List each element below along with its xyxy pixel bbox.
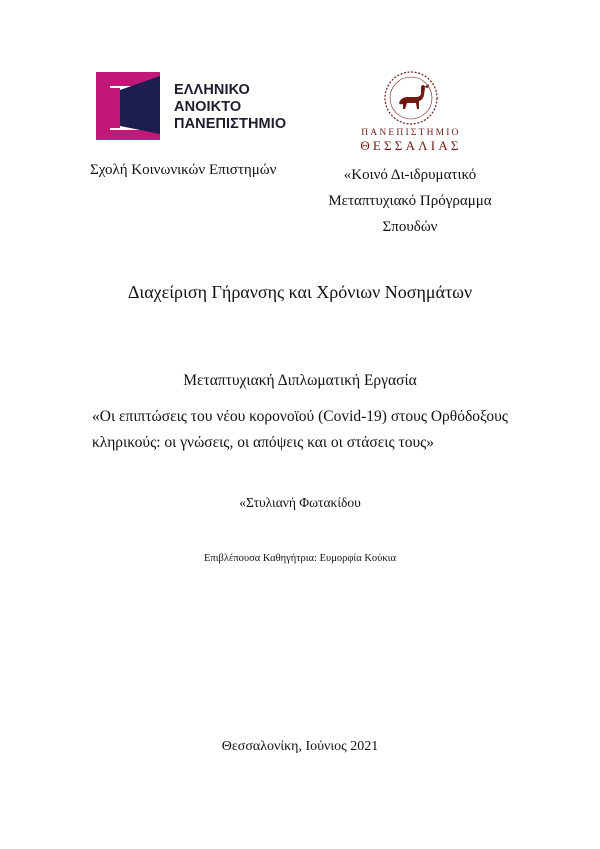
thesis-title	[92, 404, 522, 456]
thesis-title-line: κληρικούς: οι γνώσεις, οι απόψεις και οι στάσεις τους»	[92, 434, 435, 451]
course-title: Διαχείριση Γήρανσης και Χρόνιων Νοσημάτων	[127, 282, 473, 302]
thesis-type: Μεταπτυχιακή Διπλωματική Εργασία	[183, 372, 417, 389]
program-line: Σπουδών	[382, 219, 438, 235]
university-name-line1: ΠΑΝΕΠΙΣΤΗΜΙΟ	[361, 128, 461, 138]
program-line: «Κοινό Δι-ιδρυματικό	[343, 167, 477, 183]
hellenic-open-university-emblem-icon	[96, 70, 168, 142]
program-line: Μεταπτυχιακό Πρόγραμμα	[328, 193, 492, 209]
centaur-seal-icon	[383, 70, 439, 126]
hellenic-open-university-wordmark	[174, 82, 286, 133]
university-name-line2: ΘΕΣΣΑΛΙΑΣ	[360, 138, 462, 153]
logo-line: ΠΑΝΕΠΙΣΤΗΜΙΟ	[174, 116, 287, 132]
logo-line: ΑΝΟΙΚΤΟ	[174, 99, 242, 115]
supervisor: Επιβλέπουσα Καθηγήτρια: Ευμορφία Κούκια	[204, 553, 396, 564]
hellenic-open-university-logo	[96, 70, 296, 142]
program-name	[310, 162, 510, 240]
place-and-date: Θεσσαλονίκη, Ιούνιος 2021	[221, 739, 379, 754]
author-name: «Στυλιανή Φωτακίδου	[239, 495, 361, 510]
thesis-title-line: «Οι επιπτώσεις του νέου κορονοϊού (Covid-19) στους Ορθόδοξους	[92, 408, 508, 425]
logo-line: ΕΛΛΗΝΙΚΟ	[174, 82, 250, 98]
university-of-thessaly-logo	[348, 70, 474, 154]
school-name: Σχολή Κοινωνικών Επιστημών	[90, 162, 277, 178]
